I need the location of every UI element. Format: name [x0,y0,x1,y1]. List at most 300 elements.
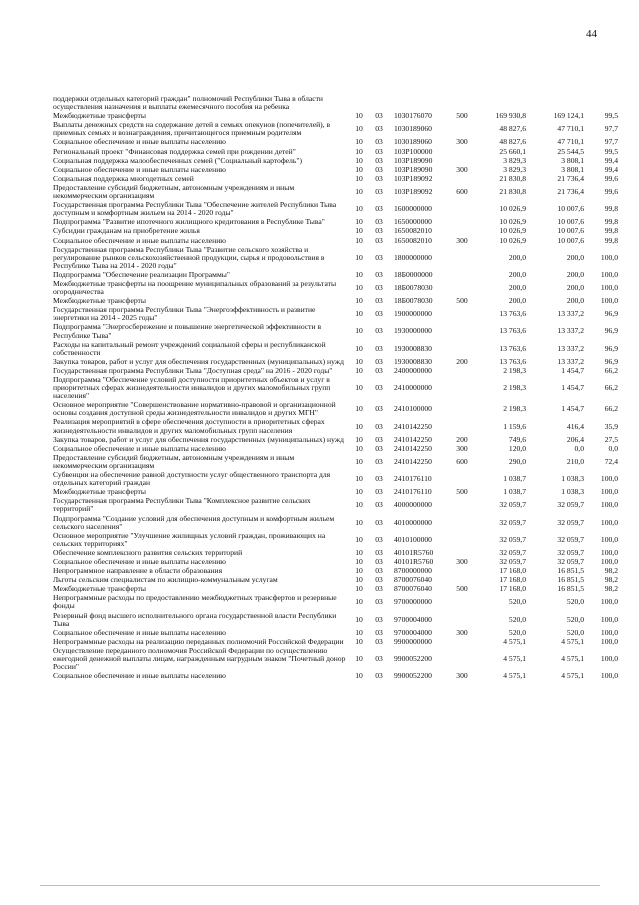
row-actual-amount: 32 059,7 [557,534,584,544]
row-subsection: 03 [375,137,383,147]
row-actual-amount: 1 454,7 [561,365,584,375]
row-actual-amount: 10 007,6 [557,235,584,245]
row-subsection: 03 [375,235,383,245]
row-execution-percent: 100,0 [600,487,618,497]
row-execution-percent: 98,2 [604,584,618,594]
row-planned-amount: 17 168,0 [499,566,526,576]
row-actual-amount: 10 007,6 [557,226,584,236]
row-expense-type [450,532,474,549]
row-expense-type [450,341,474,358]
table-row [53,201,618,218]
row-section: 10 [355,434,363,444]
row-target-article: 2410142250 [394,421,432,431]
row-subsection: 03 [375,164,383,174]
row-execution-percent: 98,2 [604,575,618,585]
row-section: 10 [355,343,363,353]
table-row [53,184,618,201]
row-execution-percent: 100,0 [600,556,618,566]
row-target-article: 1650082010 [394,235,432,245]
row-section: 10 [355,226,363,236]
row-actual-amount: 3 808,1 [561,155,584,165]
row-name: Социальное обеспечение и иные выплаты населению [53,443,226,453]
row-section: 10 [355,137,363,147]
row-actual-amount: 32 059,7 [557,517,584,527]
row-subsection: 03 [375,671,383,681]
row-planned-amount: 200,0 [508,269,526,279]
row-actual-amount: 169 124,1 [553,111,584,121]
row-subsection: 03 [375,614,383,624]
row-actual-amount: 200,0 [566,252,584,262]
row-planned-amount: 13 763,6 [499,309,526,319]
table-body [53,95,618,681]
row-name: Осуществление переданного полномочия Российской Федерации по осуществлению ежегодной денежной выплаты лицам, награжденным нагрудным знаком "Почетный донор России" [53,645,346,672]
row-name: Социальная поддержка малообеспеченных семей ("Социальный картофель") [53,155,302,165]
row-subsection: 03 [375,456,383,466]
row-execution-percent: 100,0 [600,296,618,306]
row-expense-type [450,280,474,297]
row-subsection: 03 [375,654,383,663]
row-planned-amount: 32 059,7 [499,534,526,544]
row-subsection: 03 [375,404,383,414]
table-row [53,471,618,488]
row-expense-type [450,401,474,418]
row-name: Подпрограмма "Энергосбережение и повышение энергетической эффективности в Республике Тыва" [53,322,322,340]
row-actual-amount: 0,0 [574,443,584,453]
row-planned-amount: 4 575,1 [503,654,526,663]
row-actual-amount: 47 710,1 [557,137,584,147]
row-section: 10 [355,252,363,262]
row-subsection: 03 [375,186,383,196]
row-section: 10 [355,356,363,366]
row-section: 10 [355,111,363,121]
table-row [53,647,618,672]
row-target-article: 1030189060 [394,124,432,134]
row-execution-percent: 96,9 [604,356,618,366]
row-subsection: 03 [375,534,383,544]
row-name: Подпрограмма "Обеспечение реализации Программы" [53,269,230,279]
row-expense-type: 300 [456,137,468,147]
row-execution-percent: 98,2 [604,566,618,576]
row-planned-amount: 21 830,8 [499,173,526,183]
row-expense-type: 600 [456,186,468,196]
row-actual-amount: 210,0 [566,456,584,466]
row-target-article [389,95,450,112]
row-expense-type [450,647,474,672]
row-subsection [369,95,389,112]
table-row [53,515,618,532]
row-target-article: 103P100000 [394,146,433,156]
row-name: Реализация мероприятий в сфере обеспечения доступности в приоритетных сферах жизнедеятельности инвалидов и других маломобильных групп населения [53,417,325,435]
footer-divider [40,885,600,886]
row-expense-type [450,218,474,227]
row-section: 10 [355,155,363,165]
row-section: 10 [355,164,363,174]
row-section: 10 [355,500,363,510]
row-target-article: 2400000000 [394,365,432,375]
row-planned-amount: 2 198,3 [503,404,526,414]
row-execution-percent: 35,9 [604,421,618,431]
row-subsection: 03 [375,421,383,431]
row-planned-amount: 1 038,7 [503,487,526,497]
row-section: 10 [355,283,363,293]
row-planned-amount: 520,0 [508,597,526,607]
row-execution-percent: 100,0 [600,636,618,646]
row-actual-amount: 4 575,1 [561,671,584,681]
row-actual-amount: 32 059,7 [557,556,584,566]
row-name: Выплаты денежных средств на содержание детей в семьях опекунов (попечителей), в приемных семьях и вознаграждения, причитающегося приемным родителям [53,120,331,138]
row-target-article: 40101R5760 [394,556,434,566]
row-target-article: 1930000000 [394,326,432,336]
row-execution-percent: 27,5 [604,434,618,444]
row-expense-type [450,567,474,576]
row-subsection: 03 [375,627,383,637]
row-execution-percent: 99,8 [604,235,618,245]
row-expense-type [450,638,474,647]
row-target-article: 8700000000 [394,566,432,576]
row-name: Социальное обеспечение и иные выплаты населению [53,671,226,681]
table-row [53,341,618,358]
row-actual-amount: 1 454,7 [561,383,584,393]
row-planned-amount: 4 575,1 [503,636,526,646]
row-name: Субвенции на обеспечение равной доступности услуг общественного транспорта для отдельных категорий граждан [53,470,331,488]
row-execution-percent: 96,9 [604,309,618,319]
row-section: 10 [355,534,363,544]
row-actual-amount: 416,4 [566,421,584,431]
row-name: Региональный проект "Финансовая поддержка семей при рождении детей" [53,146,296,156]
row-planned-amount: 32 059,7 [499,500,526,510]
row-actual-amount: 32 059,7 [557,500,584,510]
row-target-article: 9700004000 [394,627,432,637]
row-section: 10 [355,566,363,576]
row-name: Обеспечение комплексного развития сельских территорий [53,547,243,557]
row-name: Непрограммное направление в области образования [53,566,223,576]
row-name: Закупка товаров, работ и услуг для обеспечения государственных (муниципальных) нужд [53,434,344,444]
row-target-article: 18Б0078030 [394,283,433,293]
row-section: 10 [355,597,363,607]
table-row [53,246,618,271]
row-section: 10 [355,547,363,557]
row-execution-percent: 100,0 [600,269,618,279]
row-name: Государственная программа Республики Тыва "Энергоэффективность и развитие энергетики на 2014 - 2025 годы" [53,305,316,323]
row-expense-type [450,175,474,184]
row-subsection: 03 [375,326,383,336]
row-expense-type: 200 [456,434,468,444]
row-expense-type: 600 [456,456,468,466]
row-target-article: 4010100000 [394,534,432,544]
row-actual-amount: 206,4 [566,434,584,444]
row-execution-percent: 97,7 [604,124,618,134]
row-planned-amount: 13 763,6 [499,356,526,366]
row-section: 10 [355,474,363,484]
row-planned-amount: 4 575,1 [503,671,526,681]
row-name: Государственная программа Республики Тыва "Доступная среда" на 2016 - 2020 годы" [53,365,333,375]
row-name: Социальное обеспечение и иные выплаты населению [53,556,226,566]
row-expense-type: 300 [456,671,468,681]
row-planned-amount: 520,0 [508,614,526,624]
row-actual-amount: 10 007,6 [557,204,584,214]
row-subsection: 03 [375,343,383,353]
row-section: 10 [355,636,363,646]
row-target-article: 9700004000 [394,614,432,624]
row-subsection: 03 [375,434,383,444]
row-target-article: 103P189092 [394,173,433,183]
row-execution-percent: 100,0 [600,614,618,624]
row-execution-percent: 100,0 [600,534,618,544]
row-section: 10 [355,614,363,624]
row-name: Социальное обеспечение и иные выплаты населению [53,164,226,174]
row-target-article: 9700000000 [394,597,432,607]
row-subsection: 03 [375,487,383,497]
table-row [53,280,618,297]
row-name: Предоставление субсидий бюджетным, автономным учреждениям и иным некоммерческим организациям [53,182,295,201]
row-section [349,95,369,112]
row-expense-type: 500 [456,487,468,497]
row-actual-amount: 25 544,5 [557,146,584,156]
row-planned-amount: 13 763,6 [499,343,526,353]
row-section: 10 [355,296,363,306]
row-planned-amount: 169 930,8 [495,111,526,121]
row-subsection: 03 [375,356,383,366]
row-subsection: 03 [375,155,383,165]
row-section: 10 [355,326,363,336]
row-execution-percent: 99,4 [604,164,618,174]
row-execution-percent: 100,0 [600,517,618,527]
row-target-article: 1600000000 [394,204,432,214]
row-name: Социальное обеспечение и иные выплаты населению [53,137,226,147]
row-actual-amount [526,95,584,112]
row-section: 10 [355,556,363,566]
row-target-article: 1900000000 [394,309,432,319]
row-execution-percent: 100,0 [600,500,618,510]
row-subsection: 03 [375,283,383,293]
row-section: 10 [355,146,363,156]
row-expense-type [450,201,474,218]
row-actual-amount: 10 007,6 [557,217,584,227]
row-section: 10 [355,309,363,319]
row-planned-amount: 10 026,9 [499,217,526,227]
row-name: Государственная программа Республики Тыва "Обеспечение жителей Республики Тыва доступным и комфортным жильем на 2014 - 2020 годы" [53,200,337,218]
row-planned-amount: 10 026,9 [499,204,526,214]
row-planned-amount: 2 198,3 [503,383,526,393]
row-target-article: 18Б0078030 [394,296,433,306]
row-target-article: 40101R5760 [394,547,434,557]
row-execution-percent: 100,0 [600,547,618,557]
row-target-article: 1650082010 [394,226,432,236]
row-actual-amount: 520,0 [566,614,584,624]
row-target-article: 4010000000 [394,517,432,527]
row-target-article: 103P189090 [394,164,433,174]
row-expense-type [450,376,474,401]
row-planned-amount: 10 026,9 [499,226,526,236]
table-row [53,672,618,681]
row-actual-amount: 1 038,3 [561,474,584,484]
row-execution-percent: 100,0 [600,283,618,293]
row-subsection: 03 [375,584,383,594]
row-execution-percent: 72,4 [604,456,618,466]
row-planned-amount: 17 168,0 [499,575,526,585]
row-execution-percent: 66,2 [604,404,618,414]
row-execution-percent [584,95,618,112]
row-name: Межбюджетные трансферты [53,296,146,306]
row-name: Резервный фонд высшего исполнительного органа государственной власти Республики Тыва [53,610,337,628]
row-planned-amount: 290,0 [508,456,526,466]
row-actual-amount: 13 337,2 [557,326,584,336]
row-section: 10 [355,269,363,279]
table-row [53,376,618,401]
table-row [53,497,618,514]
row-target-article: 8700076040 [394,575,432,585]
row-execution-percent: 99,6 [604,173,618,183]
row-planned-amount: 520,0 [508,627,526,637]
row-execution-percent: 97,7 [604,137,618,147]
row-section: 10 [355,421,363,431]
row-planned-amount: 1 038,7 [503,474,526,484]
row-planned-amount: 2 198,3 [503,365,526,375]
row-section: 10 [355,217,363,227]
row-execution-percent: 100,0 [600,597,618,607]
row-target-article: 103P189092 [394,186,433,196]
row-section: 10 [355,584,363,594]
table-row [53,532,618,549]
row-target-article: 2410176110 [394,487,432,497]
row-execution-percent: 66,2 [604,383,618,393]
row-name: Основное мероприятие "Совершенствование нормативно-правовой и организационной основы создания доступной среды жизнедеятельности инвалидов и других МГН" [53,400,336,418]
row-section: 10 [355,383,363,393]
row-execution-percent: 99,5 [604,146,618,156]
row-target-article: 2410000000 [394,383,432,393]
row-subsection: 03 [375,226,383,236]
row-expense-type: 200 [456,356,468,366]
row-expense-type: 300 [456,556,468,566]
row-expense-type [450,246,474,271]
row-actual-amount: 1 038,3 [561,487,584,497]
row-name: Предоставление субсидий бюджетным, автономным учреждениям и иным некоммерческим организациям [53,452,295,470]
page-number: 44 [586,28,597,40]
row-actual-amount: 200,0 [566,296,584,306]
row-planned-amount [474,95,526,112]
row-actual-amount: 32 059,7 [557,547,584,557]
row-planned-amount: 200,0 [508,283,526,293]
row-actual-amount: 200,0 [566,283,584,293]
row-subsection: 03 [375,217,383,227]
row-planned-amount: 10 026,9 [499,235,526,245]
row-execution-percent: 66,2 [604,365,618,375]
row-actual-amount: 16 851,5 [557,566,584,576]
row-expense-type: 300 [456,443,468,453]
row-execution-percent: 0,0 [608,443,618,453]
row-name: Подпрограмма "Обеспечение условий доступности приоритетных объектов и услуг в приоритетных сферах жизнедеятельности инвалидов и других маломобильных групп населения" [53,375,331,401]
row-section: 10 [355,365,363,375]
row-expense-type [450,497,474,514]
row-planned-amount: 3 829,3 [503,155,526,165]
row-actual-amount: 16 851,5 [557,584,584,594]
row-execution-percent: 99,8 [604,204,618,214]
row-target-article: 2410142250 [394,456,432,466]
row-subsection: 03 [375,517,383,527]
row-target-article: 9900000000 [394,636,432,646]
row-target-article: 1650000000 [394,217,432,227]
row-name: Межбюджетные трансферты на поощрение муниципальных образований за результаты огородничества [53,278,337,297]
row-actual-amount: 21 736,4 [557,173,584,183]
row-planned-amount: 32 059,7 [499,556,526,566]
row-planned-amount: 32 059,7 [499,517,526,527]
row-actual-amount: 520,0 [566,627,584,637]
row-name: Непрограммные расходы на реализацию переданных полномочий Российской Федерации [53,636,344,646]
row-actual-amount: 520,0 [566,597,584,607]
row-name: Социальное обеспечение и иные выплаты населению [53,627,226,637]
budget-table [53,95,618,681]
row-planned-amount: 48 827,6 [499,137,526,147]
row-planned-amount: 13 763,6 [499,326,526,336]
row-section: 10 [355,173,363,183]
row-subsection: 03 [375,252,383,262]
row-expense-type [450,95,474,112]
row-execution-percent: 99,4 [604,155,618,165]
row-actual-amount: 21 736,4 [557,186,584,196]
row-target-article: 18Б0000000 [394,269,433,279]
row-subsection: 03 [375,124,383,134]
row-expense-type: 300 [456,627,468,637]
row-subsection: 03 [375,575,383,585]
row-expense-type: 500 [456,584,468,594]
row-name: Подпрограмма "Развитие ипотечного жилищного кредитования в Республике Тыва" [53,217,325,227]
row-subsection: 03 [375,566,383,576]
row-actual-amount: 1 454,7 [561,404,584,414]
row-section: 10 [355,654,363,663]
row-subsection: 03 [375,547,383,557]
row-section: 10 [355,186,363,196]
row-expense-type [450,612,474,629]
row-expense-type: 300 [456,164,468,174]
table-row [53,121,618,138]
row-expense-type [450,121,474,138]
row-subsection: 03 [375,636,383,646]
row-name: Государственная программа Республики Тыва "Развитие сельского хозяйства и регулирование рынков сельскохозяйственной продукции, сырья и продовольствия в Республике Тыва на 2014 - 2020 годы" [53,244,325,270]
row-section: 10 [355,671,363,681]
row-planned-amount: 200,0 [508,252,526,262]
row-subsection: 03 [375,111,383,121]
row-planned-amount: 17 168,0 [499,584,526,594]
row-subsection: 03 [375,597,383,607]
row-target-article: 2410100000 [394,404,432,414]
row-target-article: 9900052200 [394,671,432,681]
row-planned-amount: 1 159,6 [503,421,526,431]
row-expense-type: 500 [456,296,468,306]
row-expense-type [450,515,474,532]
row-planned-amount: 200,0 [508,296,526,306]
row-execution-percent: 99,8 [604,217,618,227]
row-execution-percent: 99,8 [604,226,618,236]
row-execution-percent: 96,9 [604,326,618,336]
row-target-article: 1800000000 [394,252,432,262]
row-target-article: 2410142250 [394,443,432,453]
row-target-article: 4000000000 [394,500,432,510]
row-section: 10 [355,204,363,214]
row-expense-type: 300 [456,235,468,245]
row-planned-amount: 21 830,8 [499,186,526,196]
row-expense-type [450,323,474,340]
row-planned-amount: 749,6 [508,434,526,444]
row-subsection: 03 [375,365,383,375]
row-expense-type [450,271,474,280]
row-actual-amount: 13 337,2 [557,343,584,353]
row-name: Социальная поддержка многодетных семей [53,173,194,183]
row-subsection: 03 [375,309,383,319]
row-name: Подпрограмма "Создание условий для обеспечения доступным и комфортным жильем сельского населения" [53,513,335,531]
row-section: 10 [355,456,363,466]
row-planned-amount: 3 829,3 [503,164,526,174]
row-name: Межбюджетные трансферты [53,111,146,121]
